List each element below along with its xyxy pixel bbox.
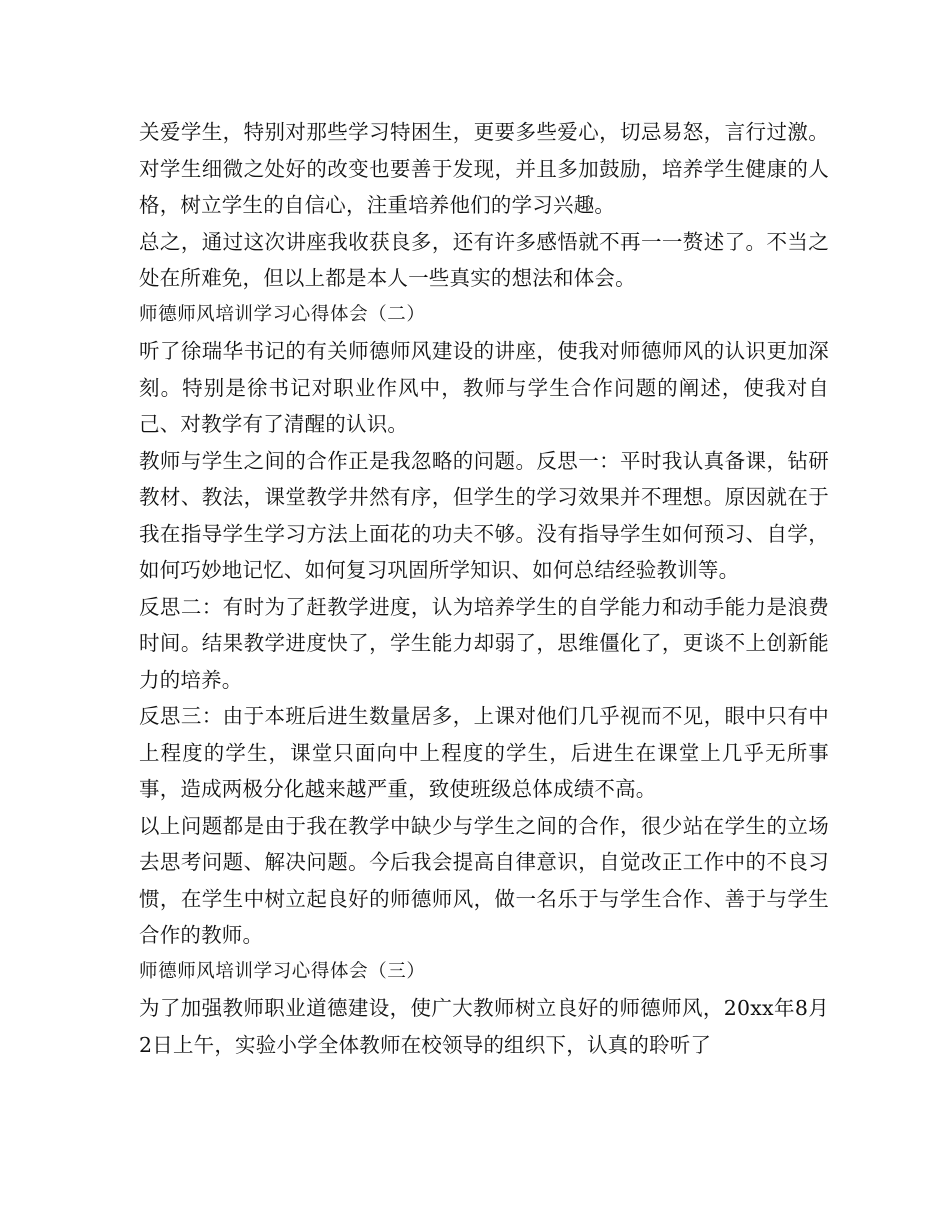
paragraph-reflection-1: 教师与学生之间的合作正是我忽略的问题。反思一：平时我认真备课，钻研教材、教法，课堂教学井然有序，但学生的学习效果并不理想。原因就在于我在指导学生学习方法上面花的功夫不够。没有指导学生如何预习、自学，如何巧妙地记忆、如何复习巩固所学知识、如何总结经验教训等。 — [139, 448, 829, 582]
paragraph-reflection-2: 反思二：有时为了赶教学进度，认为培养学生的自学能力和动手能力是浪费时间。结果教学进度快了，学生能力却弱了，思维僵化了，更谈不上创新能力的培养。 — [139, 594, 829, 692]
paragraph-lecture-intro: 听了徐瑞华书记的有关师德师风建设的讲座，使我对师德师风的认识更加深刻。特别是徐书记对职业作风中，教师与学生合作问题的阐述，使我对自己、对教学有了清醒的认识。 — [139, 339, 829, 436]
paragraph-reflection-3: 反思三：由于本班后进生数量居多，上课对他们几乎视而不见，眼中只有中上程度的学生，课堂只面向中上程度的学生，后进生在课堂上几乎无所事事，造成两极分化越来越严重，致使班级总体成绩不高。 — [139, 704, 829, 801]
paragraph-conclusion: 总之，通过这次讲座我收获良多，还有许多感悟就不再一一赘述了。不当之处在所难免，但以上都是本人一些真实的想法和体会。 — [139, 229, 829, 290]
paragraph-summary: 以上问题都是由于我在教学中缺少与学生之间的合作，很少站在学生的立场去思考问题、解决问题。今后我会提高自律意识，自觉改正工作中的不良习惯，在学生中树立起良好的师德师风，做一名乐于与学生合作、善于与学生合作的教师。 — [139, 813, 829, 947]
paragraph-section-3-intro: 为了加强教师职业道德建设，使广大教师树立良好的师德师风，20xx年8月2日上午，实验小学全体教师在校领导的组织下，认真的聆听了 — [139, 996, 829, 1057]
document-body — [139, 114, 829, 1063]
section-heading-2: 师德师风培训学习心得体会（二） — [139, 303, 426, 325]
paragraph-caring-students: 关爱学生，特别对那些学习特困生，更要多些爱心，切忌易怒，言行过激。对学生细微之处好的改变也要善于发现，并且多加鼓励，培养学生健康的人格，树立学生的自信心，注重培养他们的学习兴趣。 — [139, 120, 829, 217]
section-heading-3: 师德师风培训学习心得体会（三） — [139, 960, 426, 982]
